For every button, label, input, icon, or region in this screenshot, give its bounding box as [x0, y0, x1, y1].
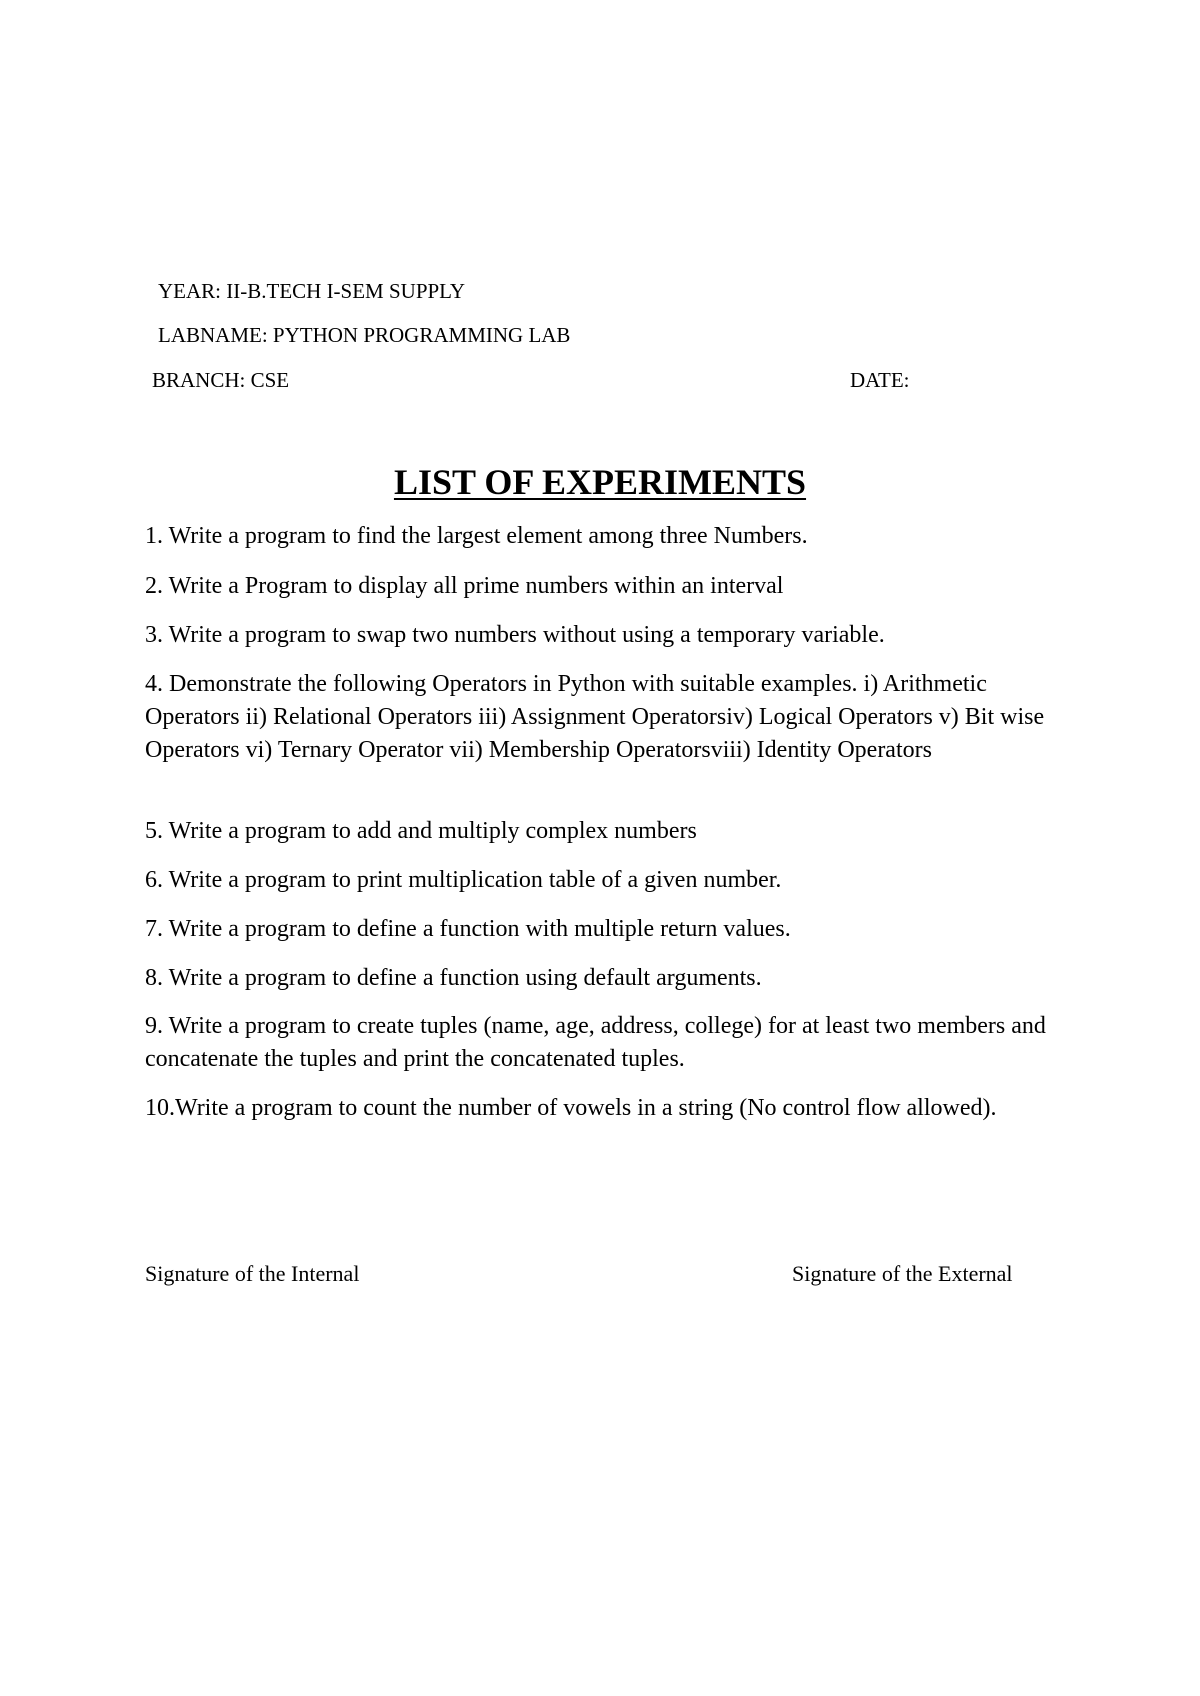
experiment-item: 1. Write a program to find the largest element among three Numbers.	[145, 523, 808, 549]
experiment-item: 5. Write a program to add and multiply complex numbers	[145, 818, 697, 844]
experiment-item: 6. Write a program to print multiplication table of a given number.	[145, 867, 782, 893]
branch-line: BRANCH: CSE	[152, 368, 290, 392]
year-line: YEAR: II-B.TECH I-SEM SUPPLY	[158, 279, 466, 303]
experiment-item: 4. Demonstrate the following Operators in Python with suitable examples. i) Arithmetic Operators ii) Relational Operators iii) Assignment Operatorsiv) Logical Operators v) Bit wise Operators vi) Ternary Operator vii) Membership Operatorsviii) Identity Operators	[145, 671, 1045, 763]
experiment-item: 7. Write a program to define a function with multiple return values.	[145, 916, 791, 942]
experiment-item: 10.Write a program to count the number of vowels in a string (No control flow allowed).	[145, 1095, 997, 1121]
page-title: LIST OF EXPERIMENTS	[393, 462, 807, 502]
experiment-item: 2. Write a Program to display all prime numbers within an interval	[145, 573, 784, 599]
experiment-item: 9. Write a program to create tuples (name, age, address, college) for at least two members and concatenate the tuples and print the concatenated tuples.	[145, 1013, 1046, 1072]
date-line: DATE:	[850, 368, 910, 392]
experiment-item: 8. Write a program to define a function using default arguments.	[145, 965, 762, 991]
labname-line: LABNAME: PYTHON PROGRAMMING LAB	[158, 323, 571, 347]
experiment-item: 3. Write a program to swap two numbers without using a temporary variable.	[145, 622, 885, 648]
signature-external-label: Signature of the External	[792, 1261, 1013, 1286]
signature-internal-label: Signature of the Internal	[145, 1261, 360, 1286]
